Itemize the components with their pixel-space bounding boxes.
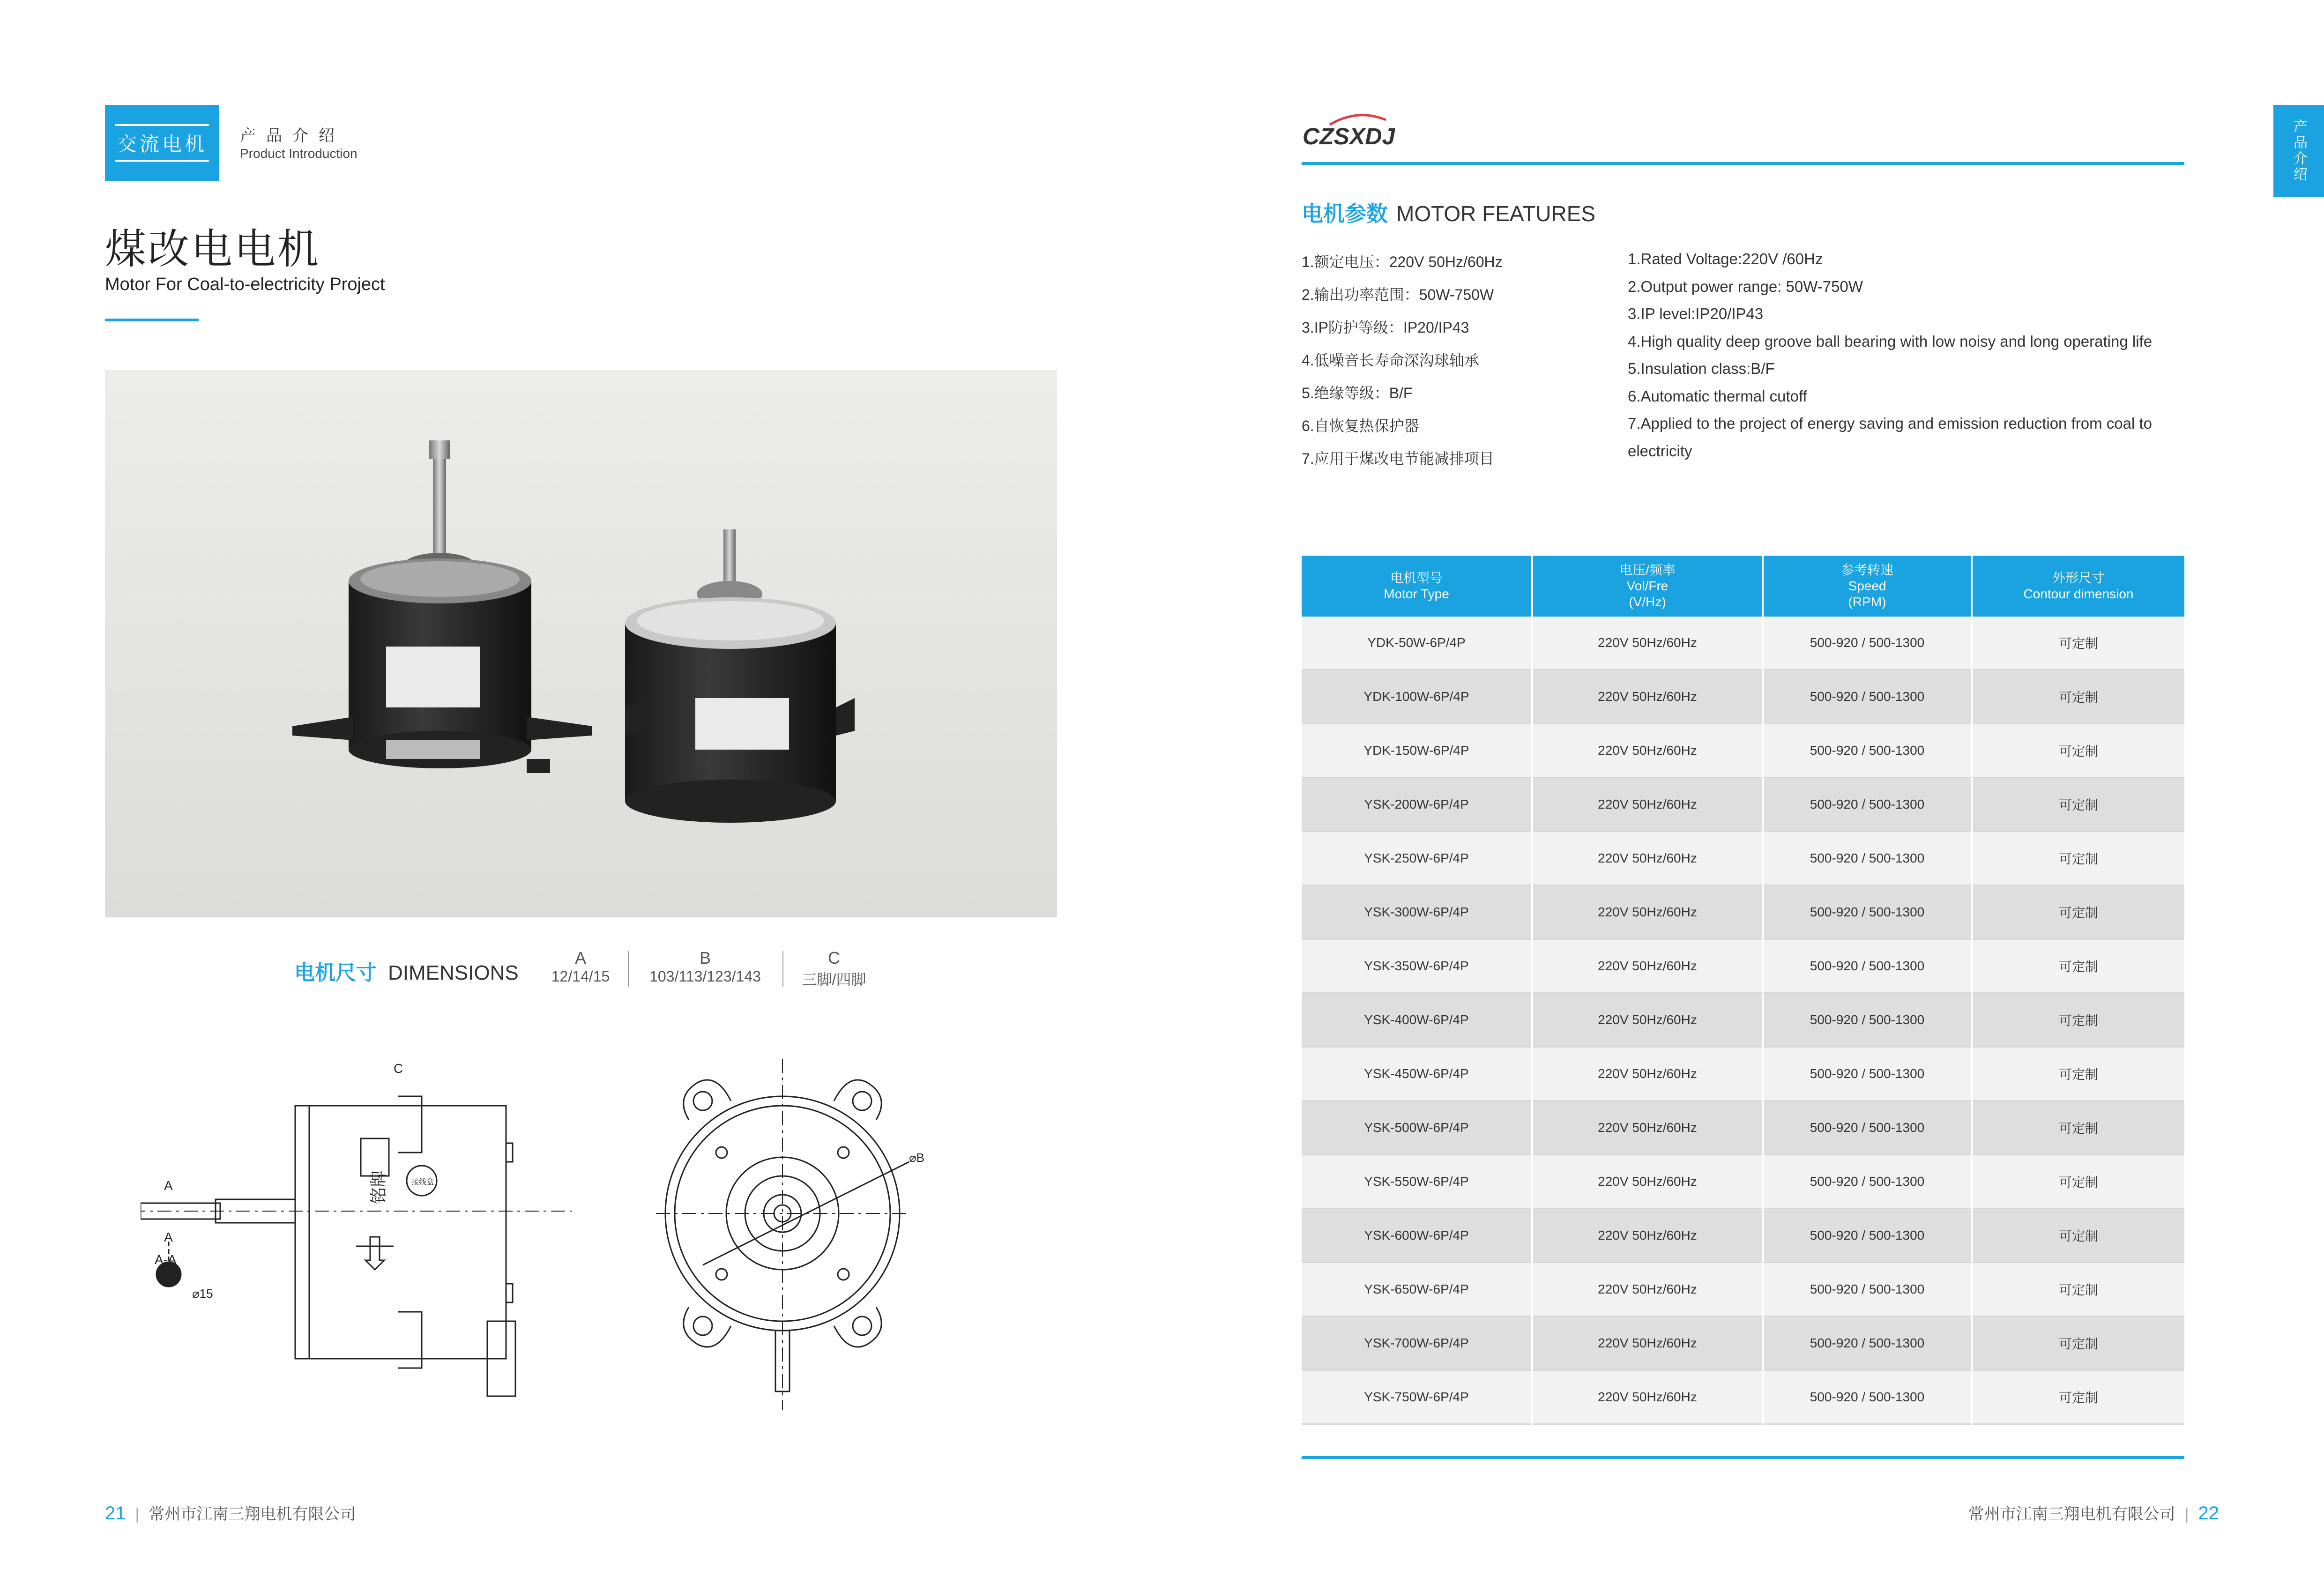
label-junction: 接线盒: [411, 1178, 434, 1186]
table-header-line: 外形尺寸: [2052, 571, 2105, 585]
table-header-line: (RPM): [1848, 595, 1886, 609]
svg-text:CZSXDJ: CZSXDJ: [1303, 123, 1395, 149]
table-cell: 500-920 / 500-1300: [1763, 1047, 1972, 1101]
table-cell: 500-920 / 500-1300: [1763, 885, 1972, 939]
table-cell: 可定制: [1972, 993, 2184, 1047]
table-header-line: Vol/Fre: [1626, 579, 1669, 593]
table-row: [1302, 1155, 2184, 1209]
table-header-line: 电机型号: [1390, 571, 1443, 585]
table-header-line: 电压/频率: [1619, 563, 1676, 577]
table-cell: 500-920 / 500-1300: [1763, 617, 1972, 670]
table-cell: YSK-700W-6P/4P: [1302, 1317, 1532, 1370]
table-cell: YSK-450W-6P/4P: [1302, 1047, 1532, 1101]
page-title-en: Motor For Coal-to-electricity Project: [105, 275, 385, 294]
feature-item-cn: 1.额定电压：220V 50Hz/60Hz: [1302, 253, 1503, 270]
table-cell: YSK-350W-6P/4P: [1302, 939, 1532, 993]
feature-item-cn: 4.低噪音长寿命深沟球轴承: [1302, 352, 1479, 369]
table-header-line: Speed: [1848, 579, 1886, 593]
table-cell: YDK-100W-6P/4P: [1302, 670, 1532, 724]
table-header-cell: [1972, 556, 2184, 617]
table-cell: 220V 50Hz/60Hz: [1532, 885, 1763, 939]
table-cell: 500-920 / 500-1300: [1763, 778, 1972, 832]
table-cell: 500-920 / 500-1300: [1763, 832, 1972, 885]
footer-rule: [1302, 1456, 2184, 1459]
table-row: [1302, 1317, 2184, 1370]
table-cell: 220V 50Hz/60Hz: [1532, 832, 1763, 885]
dimension-c: C 三脚/四脚: [802, 948, 866, 988]
table-cell: 220V 50Hz/60Hz: [1532, 1047, 1763, 1101]
table-cell: 可定制: [1972, 1209, 2184, 1263]
table-row: [1302, 670, 2184, 724]
divider: [628, 951, 629, 987]
table-cell: YSK-300W-6P/4P: [1302, 885, 1532, 939]
feature-item-cn: 5.绝缘等级：B/F: [1302, 385, 1413, 402]
feature-item-en: 7.Applied to the project of energy saving and emission reduction from coal to electricity: [1628, 415, 2152, 460]
table-cell: 220V 50Hz/60Hz: [1532, 1317, 1763, 1370]
table-cell: YSK-750W-6P/4P: [1302, 1370, 1532, 1424]
label-section: A-A: [155, 1252, 177, 1267]
page-number-left: 21: [105, 1503, 126, 1524]
features-title: 电机参数 MOTOR FEATURES: [1302, 201, 1596, 226]
side-view-drawing: [141, 1096, 572, 1396]
table-cell: 可定制: [1972, 885, 2184, 939]
table-cell: 220V 50Hz/60Hz: [1532, 993, 1763, 1047]
table-cell: YDK-150W-6P/4P: [1302, 724, 1532, 778]
table-header-cell: [1532, 556, 1763, 617]
category-cn: 产品介绍: [240, 127, 345, 145]
table-row: [1302, 993, 2184, 1047]
table-row: [1302, 1370, 2184, 1424]
dimensions-label: 电机尺寸 DIMENSIONS: [294, 961, 519, 984]
front-view-drawing: [656, 1059, 909, 1410]
table-row: [1302, 617, 2184, 670]
page-number-right: 22: [2198, 1503, 2219, 1524]
table-cell: 500-920 / 500-1300: [1763, 1209, 1972, 1263]
table-cell: 可定制: [1972, 1263, 2184, 1317]
table-cell: 可定制: [1972, 1155, 2184, 1209]
technical-drawing: [141, 1049, 1031, 1424]
table-cell: 220V 50Hz/60Hz: [1532, 724, 1763, 778]
table-cell: 可定制: [1972, 670, 2184, 724]
table-cell: 可定制: [1972, 617, 2184, 670]
table-cell: YSK-550W-6P/4P: [1302, 1155, 1532, 1209]
table-cell: 220V 50Hz/60Hz: [1532, 778, 1763, 832]
table-cell: YSK-500W-6P/4P: [1302, 1101, 1532, 1155]
table-cell: 可定制: [1972, 778, 2184, 832]
table-cell: 500-920 / 500-1300: [1763, 1370, 1972, 1424]
feature-item-en: 1.Rated Voltage:220V /60Hz: [1628, 250, 1823, 268]
company-name-left: 常州市江南三翔电机有限公司: [149, 1505, 356, 1523]
label-a-bottom: A: [164, 1230, 173, 1244]
header-rule: [1302, 162, 2184, 165]
table-header-line: Contour dimension: [2023, 587, 2134, 601]
page-title-cn: 煤改电电机: [105, 226, 321, 272]
table-header-line: 参考转速: [1840, 563, 1893, 577]
table-cell: 可定制: [1972, 1317, 2184, 1370]
table-cell: 可定制: [1972, 832, 2184, 885]
label-nameplate: 铭牌: [369, 1170, 388, 1204]
table-cell: 500-920 / 500-1300: [1763, 1155, 1972, 1209]
features-list-cn: [1302, 245, 1503, 475]
table-cell: YSK-200W-6P/4P: [1302, 778, 1532, 832]
feature-item-cn: 7.应用于煤改电节能减排项目: [1302, 450, 1494, 467]
table-row: [1302, 1101, 2184, 1155]
table-cell: 可定制: [1972, 724, 2184, 778]
company-logo: [1302, 111, 1409, 153]
table-header-line: (V/Hz): [1629, 595, 1666, 609]
spec-table: [1302, 556, 2184, 1425]
table-cell: 220V 50Hz/60Hz: [1532, 670, 1763, 724]
table-cell: 220V 50Hz/60Hz: [1532, 617, 1763, 670]
dimension-b: B 103/113/123/143: [649, 948, 761, 985]
feature-item-cn: 6.自恢复热保护器: [1302, 417, 1419, 434]
feature-item-en: 2.Output power range: 50W-750W: [1628, 277, 1863, 295]
table-cell: YSK-650W-6P/4P: [1302, 1263, 1532, 1317]
table-row: [1302, 1047, 2184, 1101]
table-cell: 220V 50Hz/60Hz: [1532, 1263, 1763, 1317]
table-cell: 500-920 / 500-1300: [1763, 1317, 1972, 1370]
label-c: C: [394, 1061, 403, 1076]
table-cell: 500-920 / 500-1300: [1763, 724, 1972, 778]
table-cell: YSK-250W-6P/4P: [1302, 832, 1532, 885]
table-cell: 220V 50Hz/60Hz: [1532, 939, 1763, 993]
table-cell: 500-920 / 500-1300: [1763, 939, 1972, 993]
feature-item-cn: 3.IP防护等级：IP20/IP43: [1302, 319, 1469, 336]
table-cell: YSK-600W-6P/4P: [1302, 1209, 1532, 1263]
table-row: [1302, 939, 2184, 993]
divider: [782, 951, 783, 987]
table-cell: 220V 50Hz/60Hz: [1532, 1155, 1763, 1209]
table-cell: 220V 50Hz/60Hz: [1532, 1370, 1763, 1424]
category-badge-label: 交流电机: [115, 124, 209, 162]
title-underline: [105, 319, 199, 321]
table-row: [1302, 885, 2184, 939]
table-cell: 可定制: [1972, 1047, 2184, 1101]
category-badge: [105, 105, 219, 181]
feature-item-en: 6.Automatic thermal cutoff: [1628, 387, 1807, 405]
table-cell: 可定制: [1972, 939, 2184, 993]
table-row: [1302, 724, 2184, 778]
table-row: [1302, 778, 2184, 832]
table-cell: 500-920 / 500-1300: [1763, 993, 1972, 1047]
table-header-cell: [1763, 556, 1972, 617]
side-tab: 产品介绍: [2273, 105, 2324, 197]
label-a-top: A: [164, 1178, 173, 1193]
table-cell: 220V 50Hz/60Hz: [1532, 1101, 1763, 1155]
label-phib: ⌀B: [909, 1151, 924, 1165]
category-en: Product Introduction: [240, 146, 358, 161]
table-row: [1302, 832, 2184, 885]
table-cell: 500-920 / 500-1300: [1763, 1263, 1972, 1317]
table-cell: YDK-50W-6P/4P: [1302, 617, 1532, 670]
features-list-en: [1628, 245, 2190, 465]
table-row: [1302, 1209, 2184, 1263]
company-name-right: 常州市江南三翔电机有限公司: [1968, 1505, 2175, 1523]
feature-item-en: 4.High quality deep groove ball bearing with low noisy and long operating life: [1628, 332, 2153, 350]
table-row: [1302, 1263, 2184, 1317]
table-header-line: Motor Type: [1384, 587, 1449, 601]
dimension-a: A 12/14/15: [551, 948, 610, 985]
table-cell: 500-920 / 500-1300: [1763, 670, 1972, 724]
table-cell: 可定制: [1972, 1101, 2184, 1155]
label-phi15: ⌀15: [192, 1287, 213, 1301]
feature-item-en: 3.IP level:IP20/IP43: [1628, 305, 1764, 322]
feature-item-en: 5.Insulation class:B/F: [1628, 360, 1775, 377]
product-photo: [105, 370, 1057, 917]
table-header-cell: [1302, 556, 1532, 617]
footer-right: 常州市江南三翔电机有限公司 | 22: [1968, 1503, 2219, 1524]
table-cell: 可定制: [1972, 1370, 2184, 1424]
table-cell: YSK-400W-6P/4P: [1302, 993, 1532, 1047]
footer-left: 21 | 常州市江南三翔电机有限公司: [105, 1503, 356, 1524]
table-cell: 220V 50Hz/60Hz: [1532, 1209, 1763, 1263]
table-cell: 500-920 / 500-1300: [1763, 1101, 1972, 1155]
feature-item-cn: 2.输出功率范围：50W-750W: [1302, 286, 1494, 303]
